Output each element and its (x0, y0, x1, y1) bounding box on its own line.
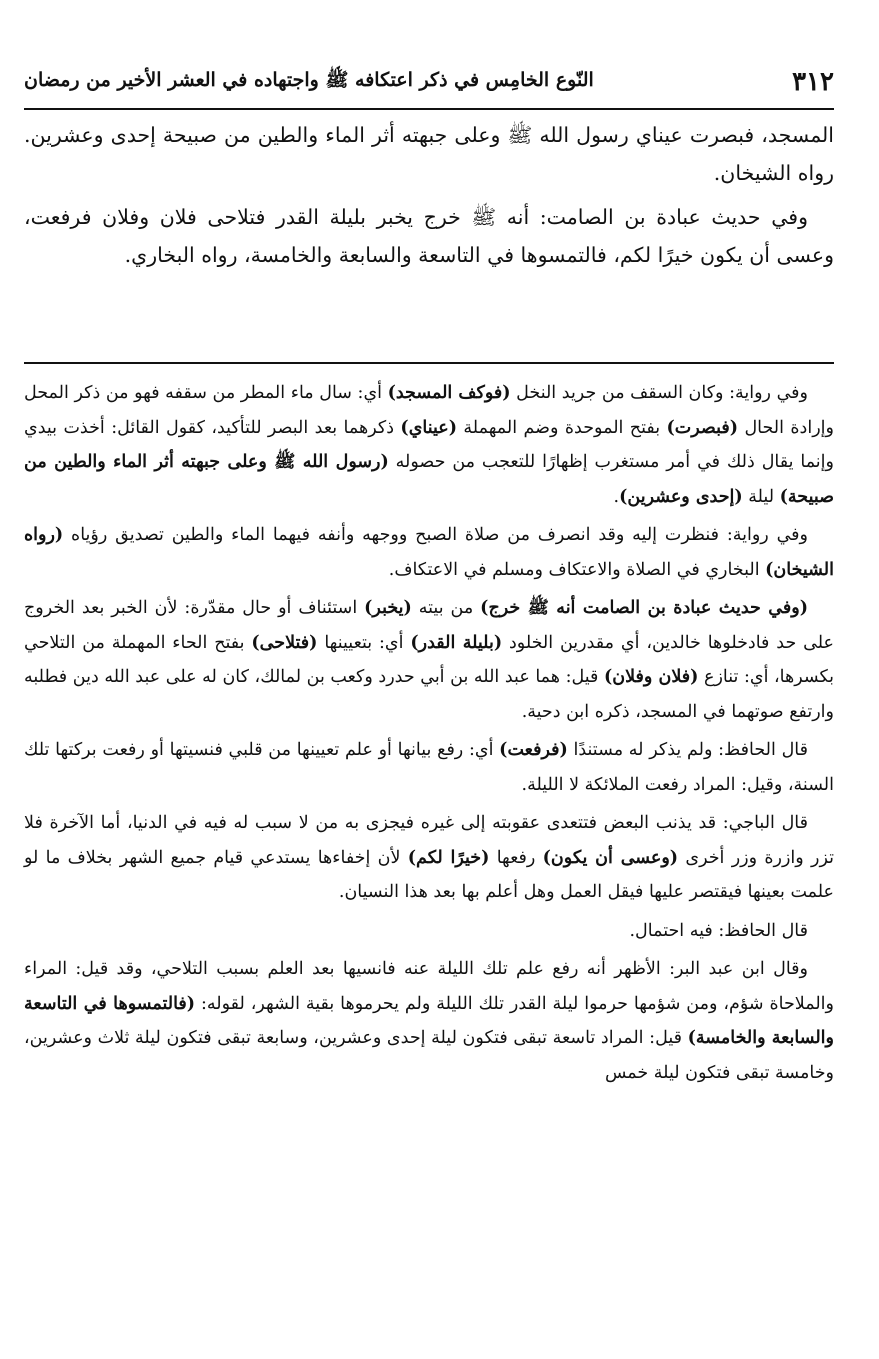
text-run: قيل: المراد تاسعة تبقى فتكون ليلة إحدى وعشرين، وسابعة تبقى فتكون ليلة ثلاث وعشرين، وخامسة تبقى فتكون ليلة خمس (24, 1028, 834, 1083)
quoted-phrase: (فالتمسوها في التاسعة والسابعة والخامسة) (24, 993, 834, 1048)
text-run: ليلة (742, 486, 780, 507)
commentary-paragraph (24, 518, 834, 587)
text-run: رفعها (489, 847, 543, 868)
text-run: قال الباجي: قد يذنب البعض فتتعدى عقوبته إلى غيره فيجزى به من لا سبب له فيه في الدنيا، أما الآخرة فلا تزر وازرة وزر أخرى (24, 813, 834, 868)
commentary-paragraph (24, 914, 834, 949)
quoted-phrase: (وفي حديث عبادة بن الصامت أنه ﷺ خرج) (480, 598, 808, 618)
quoted-phrase: (فلان وفلان) (603, 667, 699, 687)
quoted-phrase: (فبصرت) (666, 417, 739, 438)
quoted-phrase: (فرفعت) (499, 740, 568, 760)
main-paragraph: المسجد، فبصرت عيناي رسول الله ﷺ وعلى جبهته أثر الماء والطين من صبيحة إحدى وعشرين. رواه الشيخان. (24, 123, 834, 185)
commentary-paragraph (24, 376, 834, 514)
text-run: لأن إخفاءها يستدعي قيام جميع الشهر بخلاف ما لو علمت بعينها فيقتصر عليها فيقل العمل وهل أعلم بها بعد هذا النسيان. (24, 847, 834, 902)
quoted-phrase: (عيناي) (400, 417, 458, 438)
text-run: استئناف أو حال مقدّرة: لأن الخبر بعد الخروج على حد فادخلوها خالدين، أي مقدرين الخلود (24, 598, 834, 653)
text-run: أي: بتعيينها (317, 632, 411, 653)
commentary-paragraph (24, 806, 834, 910)
page-number: ٣١٢ (792, 67, 834, 97)
quoted-phrase: (رسول الله ﷺ وعلى جبهته أثر الماء والطين من صبيحة) (24, 452, 834, 507)
text-run: وقال ابن عبد البر: الأظهر أنه رفع علم تلك الليلة عنه فانسيها بعد العلم بسبب التلاحي، وقد قيل: المراء والملاحاة شؤم، ومن شؤمها حرموا ليلة القدر تلك الليلة ولم يحرموها بقية الشهر، لقوله: (24, 959, 834, 1014)
quoted-phrase: (فتلاحى) (251, 632, 318, 653)
text-run: وفي رواية: فنظرت إليه وقد انصرف من صلاة الصبح ووجهه وأنفه فيهما الماء والطين تصديق رؤياه (63, 525, 808, 545)
commentary-paragraph (24, 952, 834, 1090)
text-run: قيل: هما عبد الله بن أبي حدرد وكعب بن لمالك، كان له على عبد الله دين فطلبه وارتفع صوتهما في المسجد، ذكره ابن دحية. (24, 667, 834, 722)
text-run: ذكرهما بعد البصر للتأكيد، كقول القائل: أخذت بيدي وإنما يقال ذلك في أمر مستغرب إظهارًا للتعجب من حصوله (24, 417, 834, 472)
text-run: وفي رواية: وكان السقف من جريد النخل (510, 383, 808, 403)
text-run: قال الحافظ: ولم يذكر له مستندًا (567, 740, 808, 760)
footnote-separator (24, 362, 834, 364)
text-run: بفتح الحاء المهملة من التلاحي بكسرها، أي: تنازع (24, 632, 835, 687)
text-run: أي: رفع بيانها أو علم تعيينها من قلبي فنسيتها أو رفعت بركتها تلك السنة، وقيل: المراد رفعت الملائكة لا الليلة. (24, 740, 834, 795)
commentary (24, 376, 834, 1094)
commentary-paragraph (24, 733, 834, 802)
main-paragraph: وفي حديث عبادة بن الصامت: أنه ﷺ خرج يخبر بليلة القدر فتلاحى فلان وفلان فرفعت، وعسى أن يكون خيرًا لكم، فالتمسوها في التاسعة والسابعة والخامسة، رواه البخاري. (24, 205, 834, 267)
text-run: . (613, 486, 620, 507)
text-run: بفتح الموحدة وضم المهملة (457, 417, 667, 438)
quoted-phrase: (وعسى أن يكون) (542, 847, 679, 868)
text-run: قال الحافظ: فيه احتمال. (629, 920, 808, 941)
quoted-phrase: (فوكف المسجد) (387, 383, 511, 403)
running-title: النّوع الخامِس في ذكر اعتكافه ﷺ واجتهاده في العشر الأخير من رمضان (24, 69, 594, 91)
quoted-phrase: (يخبر) (364, 598, 412, 618)
book-page (24, 52, 834, 1352)
commentary-paragraph (24, 591, 834, 729)
text-run: البخاري في الصلاة والاعتكاف ومسلم في الاعتكاف. (388, 559, 766, 580)
text-run: من بيته (411, 598, 481, 618)
quoted-phrase: (بليلة القدر) (410, 632, 503, 653)
quoted-phrase: (إحدى وعشرين) (619, 486, 743, 507)
header-rule (24, 108, 834, 110)
quoted-phrase: (رواه الشيخان) (24, 525, 834, 580)
text-run: أي: سال ماء المطر من سقفه فهو من ذكر المحل وإرادة الحال (24, 383, 834, 438)
main-text (24, 116, 834, 280)
quoted-phrase: (خيرًا لكم) (407, 847, 490, 868)
page-header (24, 62, 834, 102)
